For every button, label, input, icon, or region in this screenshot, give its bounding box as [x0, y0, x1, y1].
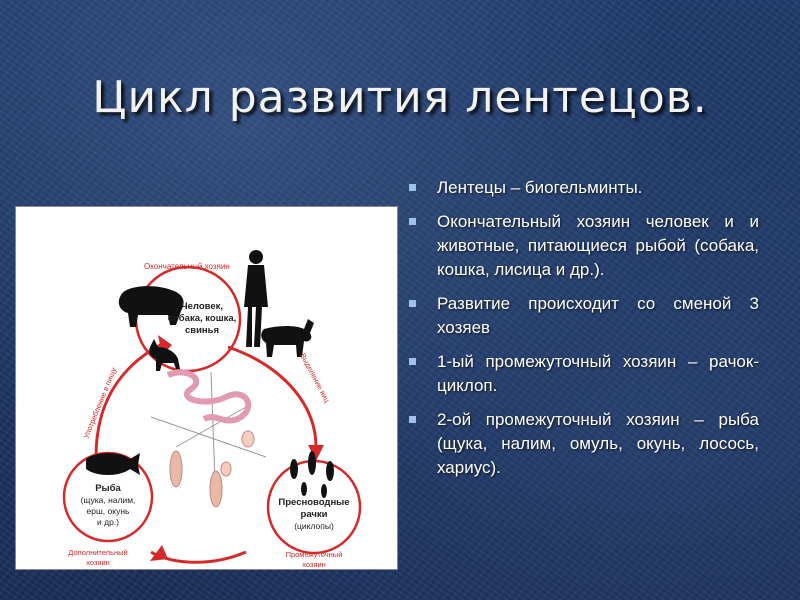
- bullet-text: Лентецы – биогельминты.: [437, 178, 643, 197]
- bullet-item: [409, 292, 759, 340]
- host-top-line: собака, кошка,: [167, 313, 237, 324]
- copepod-icon: [308, 451, 316, 475]
- host-right-line: (циклопы): [294, 521, 334, 531]
- host-right-line: Пресноводные: [278, 497, 350, 508]
- caption-eating: Употребление в пищу: [81, 366, 119, 440]
- caption-intermediate-host: Промежуточный: [285, 550, 343, 559]
- bullet-item: [409, 350, 759, 398]
- bullet-text: 1-ый промежуточный хозяин – рачок-циклоп.: [437, 352, 759, 395]
- tapeworm-icon: [168, 372, 248, 420]
- caption-additional-host: хозяин: [86, 558, 110, 567]
- human-icon: [249, 250, 263, 264]
- egg-icon: [242, 431, 254, 447]
- host-left-line: Рыба: [95, 483, 121, 494]
- host-top-line: свинья: [184, 325, 220, 336]
- square-bullet-icon: [409, 300, 416, 307]
- caption-intermediate-host: хозяин: [302, 560, 326, 569]
- bullet-item: [409, 210, 759, 282]
- bullet-item: [409, 408, 759, 480]
- connector-line: [176, 407, 246, 447]
- square-bullet-icon: [409, 358, 416, 365]
- host-left-line: и др.): [97, 517, 119, 527]
- caption-final-host: Окончательный хозяин: [144, 262, 230, 271]
- bullet-text: 2-ой промежуточный хозяин – рыба (щука, налим, омуль, окунь, лосось, хариус).: [437, 410, 759, 477]
- larva-icon: [210, 471, 222, 507]
- caption-egg-release: Выделение яиц: [298, 351, 332, 404]
- life-cycle-diagram: [15, 206, 398, 570]
- square-bullet-icon: [409, 184, 416, 191]
- slide-title: Цикл развития лентецов.: [92, 72, 708, 123]
- caption-additional-host: Дополнительный: [68, 548, 128, 557]
- bullet-text: Окончательный хозяин человек и и животные, питающиеся рыбой (собака, кошка, лисица и др.).: [437, 212, 759, 279]
- larva-icon: [170, 451, 182, 487]
- copepod-icon: [326, 461, 334, 481]
- copepod-icon: [301, 482, 307, 496]
- host-right-line: рачки: [300, 509, 328, 520]
- fish-icon: [86, 453, 140, 475]
- host-top-line: Человек,: [180, 301, 224, 312]
- square-bullet-icon: [409, 218, 416, 225]
- copepod-icon: [290, 459, 298, 479]
- bullet-text: Развитие происходит со сменой 3 хозяев: [437, 294, 759, 337]
- copepod-icon: [321, 484, 327, 498]
- life-cycle-svg: [16, 207, 397, 569]
- egg-icon: [221, 462, 231, 476]
- bullet-item: [409, 176, 759, 200]
- square-bullet-icon: [409, 416, 416, 423]
- host-left-line: (щука, налим,: [80, 495, 136, 505]
- bullet-list: [409, 176, 759, 490]
- host-left-line: ерш, окунь: [86, 506, 130, 516]
